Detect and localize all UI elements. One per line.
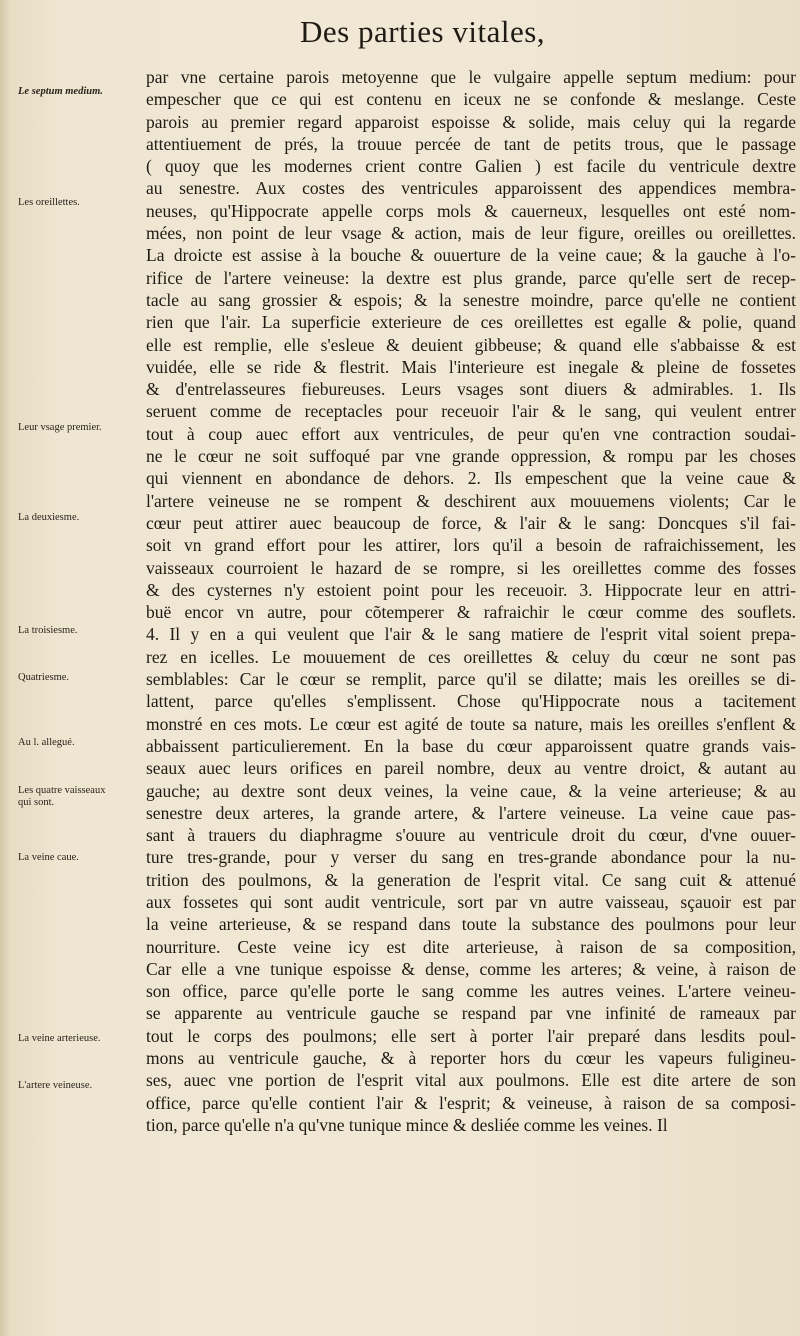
text-line: tout à coup auec effort aux ventricules, de peur qu'en vne contraction soudai- [146, 423, 796, 444]
text-line: au senestre. Aux costes des ventricules apparoissent des appendices membra- [146, 178, 796, 199]
text-line: semblables: Car le cœur se remplit, parce qu'il se dilatte; mais les oreilles se di- [146, 669, 796, 690]
text-line: par vne certaine parois metoyenne que le vulgaire appelle septum medium: pour [146, 67, 796, 87]
text-line: mons au ventricule gauche, & à reporter hors du cœur les vapeurs fuligineu- [146, 1048, 796, 1069]
text-line: aux fossetes qui sont audit ventricule, sort par vn autre vaisseau, sçauoir est par [146, 891, 796, 912]
text-line: parois au premier regard apparoist espoisse & solide, mais celuy qui la regarde [146, 111, 796, 132]
margin-note: Les oreillettes. [18, 197, 80, 208]
text-line: rien que l'air. La superficie exterieure de ces oreillettes est egalle & polie, quand [146, 312, 796, 333]
text-line: & des cysternes n'y estoient point pour les receuoir. 3. Hippocrate leur en attri- [146, 579, 796, 600]
text-line: tion, parce qu'elle n'a qu'vne tunique mince & desliée comme les veines. Il [146, 1114, 668, 1135]
text-line: nourriture. Ceste veine icy est dite arterieuse, à raison de sa composition, [146, 936, 796, 957]
text-line: abbaissent particulierement. En la base du cœur apparoissent quatre grands vais- [146, 735, 796, 756]
text-line: cœur peut attirer auec beaucoup de force, & l'air & le sang: Doncques s'il fai- [146, 512, 796, 533]
text-line: mées, non point de leur vsage & action, mais de leur figure, oreilles ou oreillettes. [146, 223, 796, 244]
text-line: neuses, qu'Hippocrate appelle corps mols & cauerneux, lesquelles ont esté nom- [146, 200, 796, 221]
text-line: ne le cœur ne soit suffoqué par vne grande oppression, & rompu par les choses [146, 446, 796, 467]
margin-note: L'artere veineuse. [18, 1080, 93, 1091]
margin-note: Les quatre vaisseaux qui sont. [18, 785, 106, 808]
text-line: 4. Il y en a qui veulent que l'air & le sang matiere de l'esprit vital soient prepa- [146, 624, 796, 645]
margin-note: La deuxiesme. [18, 512, 80, 523]
text-line: lattent, parce qu'elles s'emplissent. Chose qu'Hippocrate nous a tacitement [146, 691, 796, 712]
text-line: senestre deux arteres, la grande artere, & l'artere veineuse. La veine caue pas- [146, 802, 796, 823]
text-line: seruent comme de receptacles pour receuoir l'air & le sang, qui veulent entrer [146, 401, 796, 422]
text-line: monstré en ces mots. Le cœur est agité de toute sa nature, mais les oreilles s'enflent & [146, 713, 796, 734]
margin-note: Leur vsage premier. [18, 422, 102, 433]
margin-note: La veine arterieuse. [18, 1033, 101, 1044]
text-line: tout le corps des poulmons; elle sert à porter l'air preparé dans lesdits poul- [146, 1025, 796, 1046]
text-line: vaisseaux courroient le hazard de se rompre, si les oreillettes comme des fosses [146, 557, 796, 578]
text-line: Car elle a vne tunique espoisse & dense, comme les arteres; & veine, à raison de [146, 958, 796, 979]
text-line: trition des poulmons, & la generation de l'esprit vital. Ce sang cuit & attenué [146, 869, 796, 890]
text-line: l'artere veineuse ne se rompent & deschirent aux mouuemens violents; Car le [146, 490, 796, 511]
text-line: tacle au sang grossier & espois; & la senestre moindre, parce qu'elle ne contient [146, 289, 796, 310]
margin-note: Le septum medium. [18, 86, 103, 97]
text-line: ses, auec vne portion de l'esprit vital aux poulmons. Elle est dite artere de son [146, 1070, 796, 1091]
text-line: soit vn grand effort pour les attirer, lors qu'il a besoin de rafraichissement, les [146, 535, 796, 556]
text-line: rez en icelles. Le mouuement de ces oreillettes & celuy du cœur ne sont pas [146, 646, 796, 667]
margin-note: Quatriesme. [18, 672, 70, 683]
text-line: sant à trauers du diaphragme s'ouure au ventricule droit du cœur, d'vne ouuer- [146, 825, 796, 846]
text-line: La droicte est assise à la bouche & ouuerture de la veine caue; & la gauche à l'o- [146, 245, 796, 266]
running-head: Des parties vitales, [300, 14, 546, 49]
text-line: la veine arterieuse, & se respand dans toute la substance des poulmons pour leur [146, 914, 796, 935]
text-line: seaux auec leurs orifices en pareil nombre, deux au ventre droict, & autant au [146, 758, 796, 779]
body-text [146, 66, 796, 1136]
text-line: gauche; au dextre sont deux veines, la veine caue, & la veine arterieuse; & au [146, 780, 796, 801]
text-line: vuidée, elle se ride & flestrit. Mais l'interieure est inegale & pleine de fossetes [146, 356, 796, 377]
text-line: buë encor vn autre, pour cõtemperer & rafraichir le cœur comme des souflets. [146, 602, 796, 623]
text-line: se apparente au ventricule gauche se respand par vne infinité de rameaux par [146, 1003, 796, 1024]
text-line: attentiuement de prés, la trouue percée de tant de petits trous, que le passage [146, 133, 796, 154]
text-line: son office, parce qu'elle porte le sang comme les autres veines. L'artere veineu- [146, 981, 796, 1002]
text-line: & d'entrelasseures fiebureuses. Leurs vsages sont diuers & admirables. 1. Ils [146, 379, 796, 400]
text-line: qui viennent en abondance de dehors. 2. Ils empeschent que la veine caue & [146, 468, 796, 489]
text-line: elle est remplie, elle s'esleue & deuient gibbeuse; & quand elle s'abbaisse & est [146, 334, 796, 355]
page-gutter-shadow [0, 0, 10, 1336]
margin-note: Au l. allegué. [18, 737, 75, 748]
margin-note: La troisiesme. [18, 625, 78, 636]
margin-note: La veine caue. [18, 852, 79, 863]
text-line: ture tres-grande, pour y verser du sang en tres-grande abondance pour la nu- [146, 847, 796, 868]
text-line: office, parce qu'elle contient l'air & l'esprit; & veineuse, à raison de sa composi- [146, 1092, 796, 1113]
text-line: empescher que ce qui est contenu en iceux ne se confonde & meslange. Ceste [146, 89, 796, 110]
text-line: ( quoy que les modernes crient contre Galien ) est facile du ventricule dextre [146, 156, 796, 177]
text-line: rifice de l'artere veineuse: la dextre est plus grande, parce qu'elle sert de recep- [146, 267, 796, 288]
